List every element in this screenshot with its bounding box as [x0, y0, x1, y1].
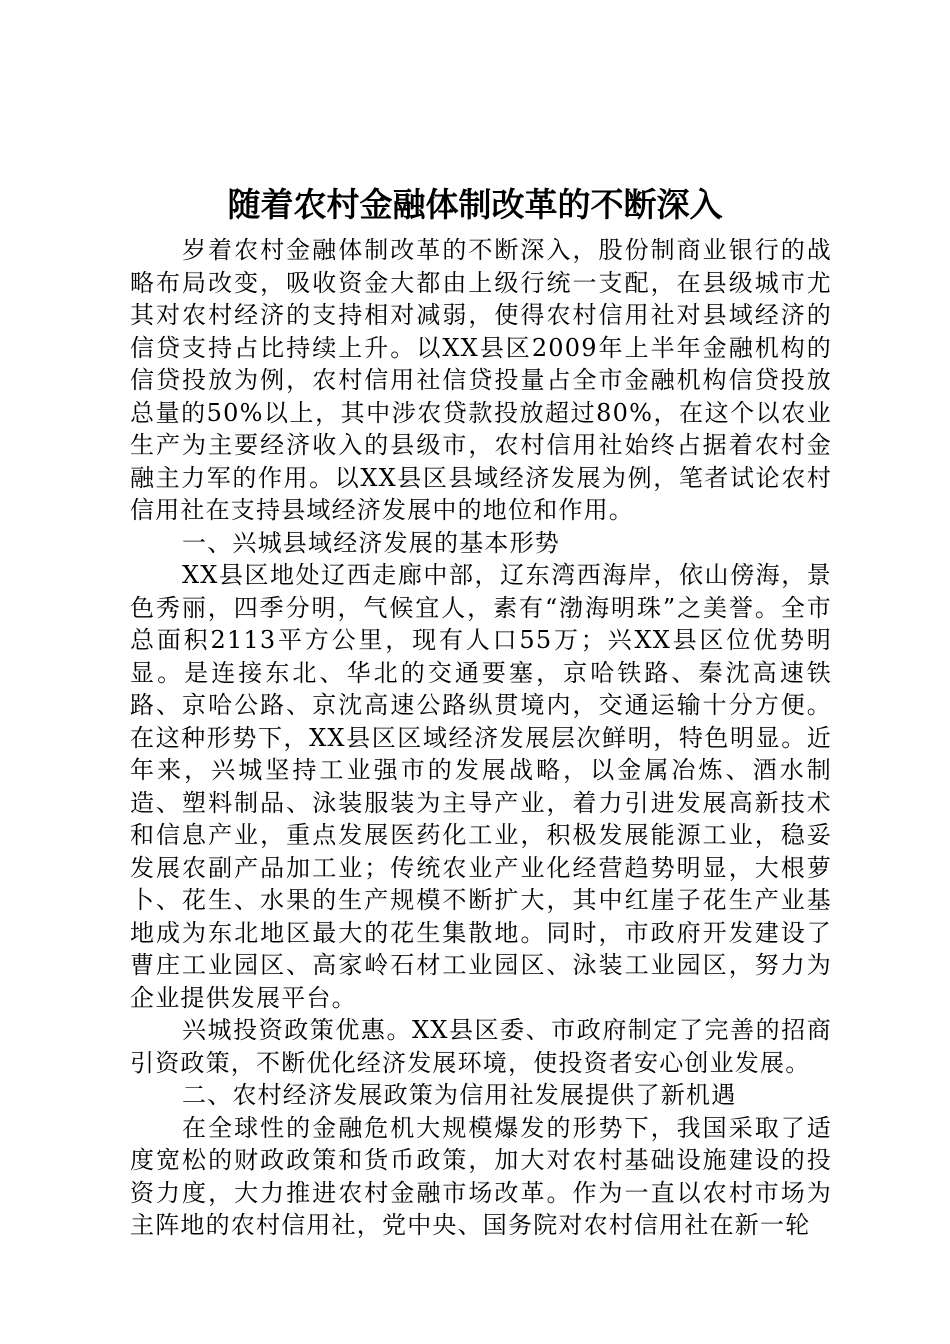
paragraph-financial-crisis: 在全球性的金融危机大规模爆发的形势下，我国采取了适度宽松的财政政策和货币政策，加大对农村基础设施建设的投资力度，大力推进农村金融市场改革。作为一直以农村市场为主阵地的农村信用社，党中央、国务院对农村信用社在新一轮 — [130, 1113, 832, 1239]
paragraph-region-overview: XX县区地处辽西走廊中部，辽东湾西海岸，依山傍海，景色秀丽，四季分明，气候宜人，素有“渤海明珠”之美誉。全市总面积2113平方公里，现有人口55万；兴XX县区位优势明显。是连接东北、华北的交通要塞，京哈铁路、秦沈高速铁路、京哈公路、京沈高速公路纵贯境内，交通运输十分方便。在这种形势下，XX县区区域经济发展层次鲜明，特色明显。近年来，兴城坚持工业强市的发展战略，以金属冶炼、酒水制造、塑料制品、泳装服装为主导产业，着力引进发展高新技术和信息产业，重点发展医药化工业，积极发展能源工业，稳妥发展农副产品加工业；传统农业产业化经营趋势明显，大根萝卜、花生、水果的生产规模不断扩大，其中红崖子花生产业基地成为东北地区最大的花生集散地。同时，市政府开发建设了曹庄工业园区、高家岭石材工业园区、泳装工业园区，努力为企业提供发展平台。 — [130, 561, 832, 1012]
section-heading-1: 一、兴城县域经济发展的基本形势 — [182, 528, 560, 557]
document-body — [130, 234, 832, 1242]
paragraph-intro: 岁着农村金融体制改革的不断深入，股份制商业银行的战略布局改变，吸收资金大都由上级行统一支配，在县级城市尤其对农村经济的支持相对减弱，使得农村信用社对县域经济的信贷支持占比持续上升。以XX县区2009年上半年金融机构的信贷投放为例，农村信用社信贷投量占全市金融机构信贷投放总量的50%以上，其中涉农贷款投放超过80%，在这个以农业生产为主要经济收入的县级市，农村信用社始终占据着农村金融主力军的作用。以XX县区县域经济发展为例，笔者试论农村信用社在支持县域经济发展中的地位和作用。 — [130, 236, 832, 524]
section-heading-2: 二、农村经济发展政策为信用社发展提供了新机遇 — [182, 1081, 737, 1109]
document-title: 随着农村金融体制改革的不断深入 — [227, 185, 723, 224]
paragraph-investment-policy: 兴城投资政策优惠。XX县区委、市政府制定了完善的招商引资政策，不断优化经济发展环境，使投资者安心创业发展。 — [130, 1016, 832, 1077]
